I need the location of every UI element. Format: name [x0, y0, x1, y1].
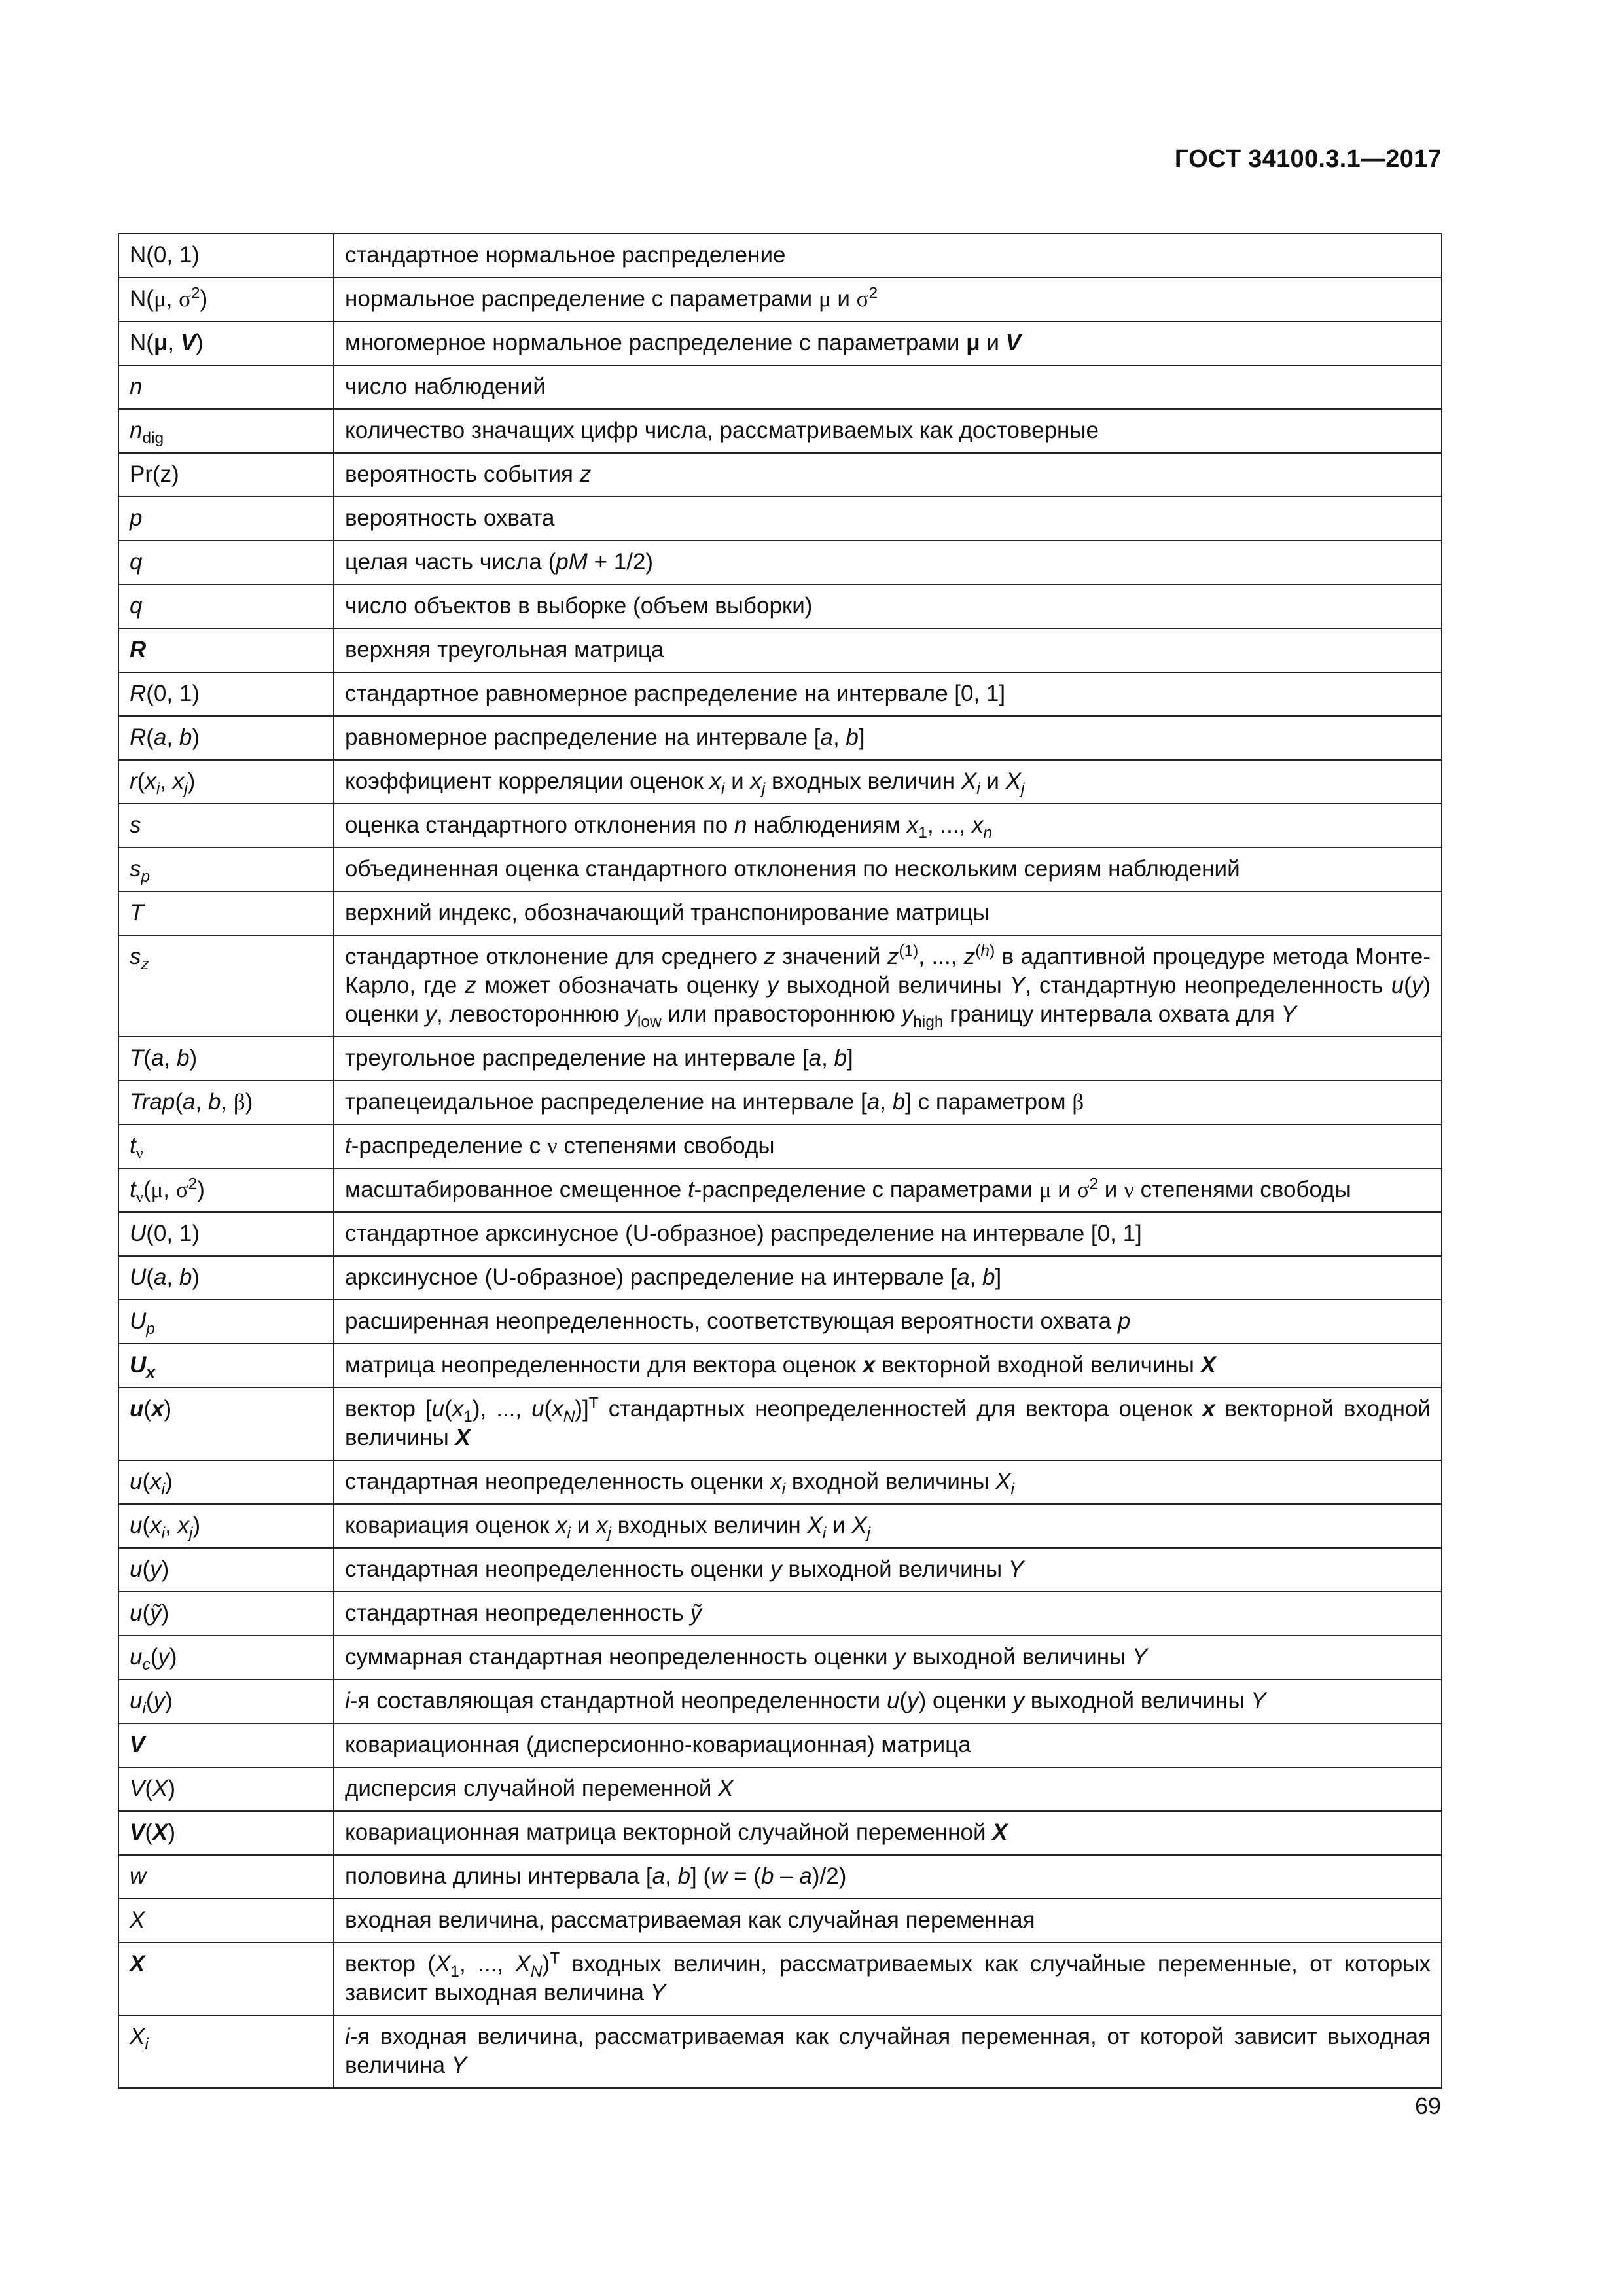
symbol-cell: V(X): [118, 1811, 334, 1855]
symbol-cell: $s_z$: [118, 935, 334, 1037]
table-row: [118, 1811, 1442, 1855]
description-cell: стандартное отклонение для среднего z значений $z^{(1)}$, ..., $z^{(h)}$ в адаптивной процедуре метода Монте-Карло, где z может обозначать оценку y выходной величины Y, стандартную неопределенность u(y) оценки y, левостороннюю $y_{low}$ или правостороннюю $y_{high}$ границу интервала охвата для Y: [334, 935, 1442, 1037]
symbol-cell: q: [118, 584, 334, 628]
description-cell: целая часть числа (pM + 1/2): [334, 541, 1442, 584]
table-row: [118, 365, 1442, 409]
description-cell: количество значащих цифр числа, рассматриваемых как достоверные: [334, 409, 1442, 453]
symbol-cell: X: [118, 1943, 334, 2015]
symbol-cell: N(μ, $\sigma^2$): [118, 278, 334, 321]
description-cell: стандартная неопределенность ỹ: [334, 1592, 1442, 1636]
table-row: [118, 672, 1442, 716]
table-row: [118, 1344, 1442, 1388]
symbol-cell: p: [118, 497, 334, 541]
table-row: [118, 1124, 1442, 1168]
table-row: [118, 541, 1442, 584]
description-cell: арксинусное (U-образное) распределение на интервале [a, b]: [334, 1256, 1442, 1300]
table-row: [118, 321, 1442, 365]
symbol-cell: u(ỹ): [118, 1592, 334, 1636]
table-row: [118, 891, 1442, 935]
table-row: [118, 1460, 1442, 1504]
description-cell: число объектов в выборке (объем выборки): [334, 584, 1442, 628]
document-header: ГОСТ 34100.3.1—2017: [1174, 145, 1442, 173]
page-number: 69: [1414, 2092, 1441, 2119]
table-row: [118, 453, 1442, 497]
symbol-cell: U(0, 1): [118, 1212, 334, 1256]
symbol-cell: R(0, 1): [118, 672, 334, 716]
symbol-cell: V: [118, 1723, 334, 1767]
symbol-cell: Trap(a, b, β): [118, 1081, 334, 1124]
description-cell: дисперсия случайной переменной X: [334, 1767, 1442, 1811]
symbol-cell: u(y): [118, 1548, 334, 1592]
symbol-cell: n: [118, 365, 334, 409]
description-cell: трапецеидальное распределение на интервале [a, b] с параметром β: [334, 1081, 1442, 1124]
description-cell: оценка стандартного отклонения по n наблюдениям $x_1$, ..., $x_n$: [334, 804, 1442, 848]
table-row: [118, 1504, 1442, 1548]
table-row: [118, 1037, 1442, 1081]
table-row: [118, 1679, 1442, 1723]
symbol-cell: $U_x$: [118, 1344, 334, 1388]
table-row: [118, 1212, 1442, 1256]
symbol-cell: R: [118, 628, 334, 672]
description-cell: масштабированное смещенное t-распределение с параметрами μ и $\sigma^2$ и ν степенями свободы: [334, 1168, 1442, 1212]
table-row: [118, 1168, 1442, 1212]
description-cell: матрица неопределенности для вектора оценок x векторной входной величины X: [334, 1344, 1442, 1388]
description-cell: расширенная неопределенность, соответствующая вероятности охвата p: [334, 1300, 1442, 1344]
symbol-cell: $u(x_i)$: [118, 1460, 334, 1504]
description-cell: половина длины интервала [a, b] (w = (b – a)/2): [334, 1855, 1442, 1899]
description-cell: стандартное равномерное распределение на интервале [0, 1]: [334, 672, 1442, 716]
description-cell: суммарная стандартная неопределенность оценки y выходной величины Y: [334, 1636, 1442, 1679]
symbol-cell: T: [118, 891, 334, 935]
symbols-table: [118, 233, 1442, 2089]
description-cell: стандартная неопределенность оценки y выходной величины Y: [334, 1548, 1442, 1592]
description-cell: равномерное распределение на интервале [a, b]: [334, 716, 1442, 760]
symbol-cell: s: [118, 804, 334, 848]
description-cell: объединенная оценка стандартного отклонения по нескольким сериям наблюдений: [334, 848, 1442, 891]
description-cell: ковариация оценок $x_i$ и $x_j$ входных величин $X_i$ и $X_j$: [334, 1504, 1442, 1548]
symbol-cell: $n_{dig}$: [118, 409, 334, 453]
symbol-cell: $t_\nu$: [118, 1124, 334, 1168]
symbol-cell: $X_i$: [118, 2015, 334, 2088]
symbol-cell: N(μ, V): [118, 321, 334, 365]
table-row: [118, 1943, 1442, 2015]
table-row: [118, 1899, 1442, 1943]
symbol-cell: Pr(z): [118, 453, 334, 497]
table-row: [118, 1300, 1442, 1344]
symbol-cell: $u_i(y)$: [118, 1679, 334, 1723]
table-row: [118, 1767, 1442, 1811]
table-row: [118, 1855, 1442, 1899]
description-cell: число наблюдений: [334, 365, 1442, 409]
description-cell: верхний индекс, обозначающий транспонирование матрицы: [334, 891, 1442, 935]
table-row: [118, 848, 1442, 891]
table-row: [118, 1723, 1442, 1767]
description-cell: стандартное арксинусное (U-образное) распределение на интервале [0, 1]: [334, 1212, 1442, 1256]
symbol-cell: N(0, 1): [118, 234, 334, 278]
table-row: [118, 2015, 1442, 2088]
table-row: [118, 497, 1442, 541]
description-cell: вероятность охвата: [334, 497, 1442, 541]
description-cell: многомерное нормальное распределение с параметрами μ и V: [334, 321, 1442, 365]
description-cell: верхняя треугольная матрица: [334, 628, 1442, 672]
description-cell: стандартная неопределенность оценки $x_i$ входной величины $X_i$: [334, 1460, 1442, 1504]
symbol-cell: V(X): [118, 1767, 334, 1811]
symbol-cell: $r(x_i$, $x_j$): [118, 760, 334, 804]
table-row: [118, 935, 1442, 1037]
description-cell: треугольное распределение на интервале [a, b]: [334, 1037, 1442, 1081]
table-row: [118, 278, 1442, 321]
description-cell: нормальное распределение с параметрами μ и $\sigma^2$: [334, 278, 1442, 321]
table-row: [118, 1548, 1442, 1592]
table-row: [118, 1636, 1442, 1679]
table-row: [118, 628, 1442, 672]
description-cell: i-я составляющая стандартной неопределенности u(y) оценки y выходной величины Y: [334, 1679, 1442, 1723]
description-cell: вероятность события z: [334, 453, 1442, 497]
table-row: [118, 716, 1442, 760]
symbol-cell: u(x): [118, 1388, 334, 1460]
description-cell: вектор [$u(x_1)$, ..., $u(x_N)]^T$ стандартных неопределенностей для вектора оценок x векторной входной величины X: [334, 1388, 1442, 1460]
symbol-cell: $U_p$: [118, 1300, 334, 1344]
table-row: [118, 804, 1442, 848]
symbol-cell: $s_p$: [118, 848, 334, 891]
table-row: [118, 234, 1442, 278]
symbol-cell: T(a, b): [118, 1037, 334, 1081]
table-row: [118, 1081, 1442, 1124]
symbol-cell: R(a, b): [118, 716, 334, 760]
description-cell: ковариационная матрица векторной случайной переменной X: [334, 1811, 1442, 1855]
table-row: [118, 1388, 1442, 1460]
symbol-cell: $u_c(y)$: [118, 1636, 334, 1679]
symbol-cell: $u(x_i$, $x_j$): [118, 1504, 334, 1548]
description-cell: стандартное нормальное распределение: [334, 234, 1442, 278]
symbol-cell: q: [118, 541, 334, 584]
symbols-table-body: [118, 234, 1442, 2088]
symbol-cell: X: [118, 1899, 334, 1943]
symbol-cell: U(a, b): [118, 1256, 334, 1300]
table-row: [118, 1592, 1442, 1636]
description-cell: коэффициент корреляции оценок $x_i$ и $x_j$ входных величин $X_i$ и $X_j$: [334, 760, 1442, 804]
symbol-cell: w: [118, 1855, 334, 1899]
symbol-cell: $t_\nu(\mu$, $\sigma^2$): [118, 1168, 334, 1212]
description-cell: t-распределение с ν степенями свободы: [334, 1124, 1442, 1168]
table-row: [118, 1256, 1442, 1300]
table-row: [118, 760, 1442, 804]
table-row: [118, 409, 1442, 453]
table-row: [118, 584, 1442, 628]
description-cell: i-я входная величина, рассматриваемая как случайная переменная, от которой зависит выходная величина Y: [334, 2015, 1442, 2088]
description-cell: вектор ($X_1$, ..., $X_N)^T$ входных величин, рассматриваемых как случайные переменные, от которых зависит выходная величина Y: [334, 1943, 1442, 2015]
description-cell: входная величина, рассматриваемая как случайная переменная: [334, 1899, 1442, 1943]
description-cell: ковариационная (дисперсионно-ковариационная) матрица: [334, 1723, 1442, 1767]
